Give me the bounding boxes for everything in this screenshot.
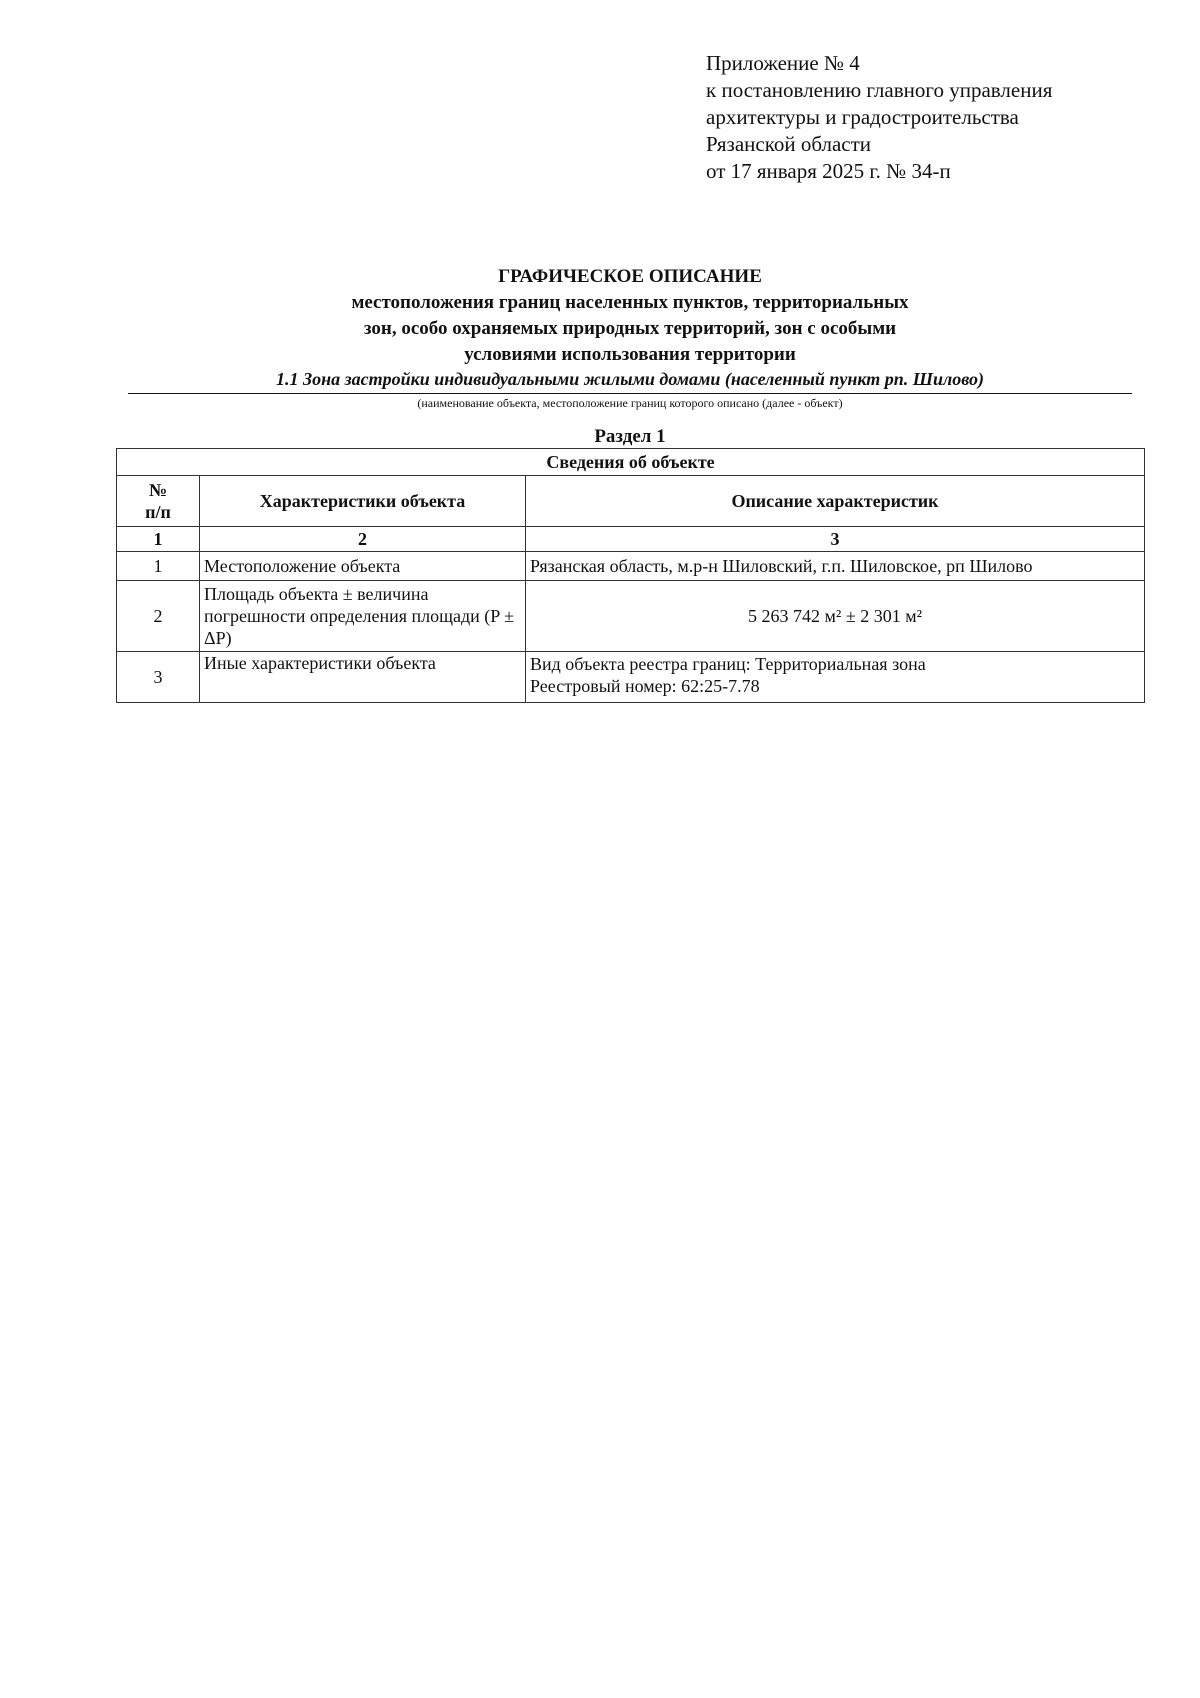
row-description: Вид объекта реестра границ: Территориальная зона Реестровый номер: 62:25-7.78 <box>526 652 1145 703</box>
column-number: 1 <box>117 527 200 552</box>
document-subtitle-line: зон, особо охраняемых природных территорий, зон с особыми <box>363 318 897 339</box>
row-characteristic: Иные характеристики объекта <box>200 652 526 703</box>
object-info-table <box>116 448 1145 703</box>
object-name: 1.1 Зона застройки индивидуальными жилыми домами (населенный пункт рп. Шилово) <box>275 369 985 389</box>
row-description: 5 263 742 м² ± 2 301 м² <box>526 581 1145 652</box>
header-characteristic: Характеристики объекта <box>200 476 526 527</box>
row-description: Рязанская область, м.р-н Шиловский, г.п. Шиловское, рп Шилово <box>526 552 1145 581</box>
column-number: 2 <box>200 527 526 552</box>
table-row <box>117 552 1145 581</box>
column-number: 3 <box>526 527 1145 552</box>
appendix-block <box>706 50 1166 185</box>
table-row <box>117 581 1145 652</box>
document-title-block <box>128 264 1132 390</box>
row-number: 3 <box>117 652 200 703</box>
document-subtitle-line: местоположения границ населенных пунктов, территориальных <box>351 292 909 313</box>
table-row <box>117 652 1145 703</box>
row-characteristic: Местоположение объекта <box>200 552 526 581</box>
header-number: № п/п <box>117 476 200 527</box>
appendix-line: Рязанской области <box>706 132 872 156</box>
object-name-underline <box>128 393 1132 394</box>
section-heading: Раздел 1 <box>594 426 666 447</box>
row-number: 2 <box>117 581 200 652</box>
document-subtitle-line: условиями использования территории <box>464 344 796 365</box>
appendix-line: от 17 января 2025 г. № 34-п <box>706 159 951 183</box>
header-description: Описание характеристик <box>526 476 1145 527</box>
appendix-line: архитектуры и градостроительства <box>706 105 1019 129</box>
table-header-row <box>117 476 1145 527</box>
table-caption: Сведения об объекте <box>117 449 1145 476</box>
appendix-line: к постановлению главного управления <box>706 78 1053 102</box>
column-number-row <box>117 527 1145 552</box>
table-caption-row <box>117 449 1145 476</box>
document-title: ГРАФИЧЕСКОЕ ОПИСАНИЕ <box>498 266 762 287</box>
row-number: 1 <box>117 552 200 581</box>
row-characteristic: Площадь объекта ± величина погрешности определения площади (P ± ΔP) <box>200 581 526 652</box>
object-caption: (наименование объекта, местоположение границ которого описано (далее - объект) <box>417 396 843 410</box>
appendix-line: Приложение № 4 <box>706 51 860 75</box>
